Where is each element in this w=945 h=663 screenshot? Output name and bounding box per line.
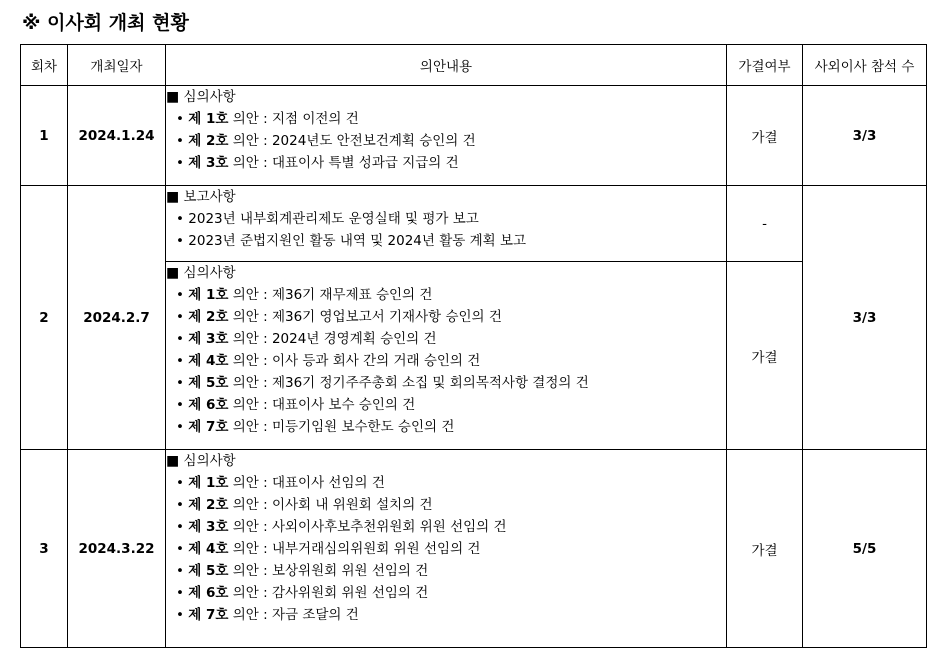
table-header-row — [21, 45, 927, 86]
section-heading — [166, 186, 726, 208]
attendance-cell: 3/3 — [803, 186, 927, 450]
agenda-number: 제 1호 — [188, 111, 229, 127]
agenda-item — [166, 350, 726, 372]
agenda-cell — [166, 186, 727, 262]
agenda-item — [166, 208, 726, 230]
agenda-number: 제 7호 — [188, 419, 229, 435]
bullet-dot-icon: • — [176, 233, 184, 249]
agenda-text: 의안 : 제36기 정기주주총회 소집 및 회의목적사항 결정의 건 — [228, 375, 589, 391]
bullet-dot-icon: • — [176, 419, 184, 435]
result-cell: 가결 — [727, 86, 803, 186]
agenda-text: 의안 : 이사회 내 위원회 설치의 건 — [228, 497, 433, 513]
agenda-item — [166, 494, 726, 516]
bullet-dot-icon: • — [176, 607, 184, 623]
agenda-text: 의안 : 이사 등과 회사 간의 거래 승인의 건 — [228, 353, 481, 369]
agenda-item — [166, 560, 726, 582]
agenda-item — [166, 306, 726, 328]
agenda-item — [166, 472, 726, 494]
agenda-text: 2023년 준법지원인 활동 내역 및 2024년 활동 계획 보고 — [188, 233, 527, 249]
result-cell: 가결 — [727, 262, 803, 450]
agenda-number: 제 2호 — [188, 497, 229, 513]
bullet-dot-icon: • — [176, 563, 184, 579]
agenda-number: 제 1호 — [188, 287, 229, 303]
section-heading-label: 심의사항 — [183, 453, 236, 469]
agenda-text: 의안 : 제36기 영업보고서 기재사항 승인의 건 — [228, 309, 502, 325]
header-attendance: 사외이사 참석 수 — [803, 45, 927, 86]
header-round: 회차 — [21, 45, 68, 86]
agenda-text: 의안 : 지점 이전의 건 — [228, 111, 359, 127]
section-heading — [166, 86, 726, 108]
date-cell: 2024.1.24 — [68, 86, 166, 186]
header-agenda: 의안내용 — [166, 45, 727, 86]
table-row — [21, 86, 927, 186]
agenda-item — [166, 152, 726, 174]
agenda-text: 의안 : 보상위원회 위원 선임의 건 — [228, 563, 429, 579]
result-cell: 가결 — [727, 450, 803, 648]
bullet-dot-icon: • — [176, 397, 184, 413]
round-cell: 2 — [21, 186, 68, 450]
agenda-item — [166, 538, 726, 560]
agenda-item — [166, 284, 726, 306]
round-cell: 3 — [21, 450, 68, 648]
agenda-text: 의안 : 대표이사 선임의 건 — [228, 475, 385, 491]
agenda-text: 의안 : 내부거래심의위원회 위원 선임의 건 — [228, 541, 481, 557]
header-result: 가결여부 — [727, 45, 803, 86]
bullet-dot-icon: • — [176, 541, 184, 557]
agenda-text: 의안 : 사외이사후보추천위원회 위원 선임의 건 — [228, 519, 507, 535]
section-heading — [166, 450, 726, 472]
bullet-dot-icon: • — [176, 111, 184, 127]
agenda-number: 제 6호 — [188, 397, 229, 413]
agenda-item — [166, 230, 726, 252]
bullet-dot-icon: • — [176, 375, 184, 391]
section-heading — [166, 262, 726, 284]
agenda-text: 의안 : 미등기임원 보수한도 승인의 건 — [228, 419, 455, 435]
table-row — [21, 450, 927, 648]
page-title: ※ 이사회 개최 현황 — [22, 12, 189, 34]
agenda-text: 의안 : 감사위원회 위원 선임의 건 — [228, 585, 429, 601]
date-cell: 2024.2.7 — [68, 186, 166, 450]
agenda-cell — [166, 262, 727, 450]
agenda-number: 제 2호 — [188, 309, 229, 325]
attendance-cell: 5/5 — [803, 450, 927, 648]
agenda-number: 제 4호 — [188, 353, 229, 369]
round-cell: 1 — [21, 86, 68, 186]
agenda-cell — [166, 450, 727, 648]
agenda-item — [166, 372, 726, 394]
square-bullet-icon: ■ — [166, 89, 180, 105]
agenda-number: 제 5호 — [188, 375, 229, 391]
bullet-dot-icon: • — [176, 133, 184, 149]
agenda-cell — [166, 86, 727, 186]
bullet-dot-icon: • — [176, 155, 184, 171]
agenda-text: 2023년 내부회계관리제도 운영실태 및 평가 보고 — [188, 211, 479, 227]
agenda-item — [166, 582, 726, 604]
result-cell: - — [727, 186, 803, 262]
agenda-item — [166, 108, 726, 130]
agenda-number: 제 7호 — [188, 607, 229, 623]
square-bullet-icon: ■ — [166, 189, 180, 205]
agenda-number: 제 1호 — [188, 475, 229, 491]
agenda-item — [166, 328, 726, 350]
bullet-dot-icon: • — [176, 475, 184, 491]
agenda-text: 의안 : 대표이사 특별 성과급 지급의 건 — [228, 155, 459, 171]
header-date: 개최일자 — [68, 45, 166, 86]
bullet-dot-icon: • — [176, 519, 184, 535]
agenda-text: 의안 : 제36기 재무제표 승인의 건 — [228, 287, 433, 303]
section-heading-label: 심의사항 — [183, 89, 236, 105]
agenda-number: 제 6호 — [188, 585, 229, 601]
bullet-dot-icon: • — [176, 287, 184, 303]
agenda-number: 제 2호 — [188, 133, 229, 149]
agenda-text: 의안 : 자금 조달의 건 — [228, 607, 359, 623]
agenda-text: 의안 : 대표이사 보수 승인의 건 — [228, 397, 416, 413]
bullet-dot-icon: • — [176, 585, 184, 601]
agenda-item — [166, 394, 726, 416]
section-heading-label: 심의사항 — [183, 265, 236, 281]
square-bullet-icon: ■ — [166, 453, 180, 469]
agenda-text: 의안 : 2024년 경영계획 승인의 건 — [228, 331, 437, 347]
bullet-dot-icon: • — [176, 309, 184, 325]
table-row — [21, 186, 927, 262]
board-meeting-table — [20, 44, 927, 648]
agenda-number: 제 4호 — [188, 541, 229, 557]
agenda-text: 의안 : 2024년도 안전보건계획 승인의 건 — [228, 133, 476, 149]
agenda-number: 제 3호 — [188, 155, 229, 171]
agenda-number: 제 3호 — [188, 331, 229, 347]
agenda-item — [166, 604, 726, 626]
attendance-cell: 3/3 — [803, 86, 927, 186]
bullet-dot-icon: • — [176, 331, 184, 347]
agenda-number: 제 5호 — [188, 563, 229, 579]
square-bullet-icon: ■ — [166, 265, 180, 281]
agenda-item — [166, 130, 726, 152]
bullet-dot-icon: • — [176, 353, 184, 369]
agenda-number: 제 3호 — [188, 519, 229, 535]
agenda-item — [166, 416, 726, 438]
bullet-dot-icon: • — [176, 497, 184, 513]
agenda-item — [166, 516, 726, 538]
date-cell: 2024.3.22 — [68, 450, 166, 648]
bullet-dot-icon: • — [176, 211, 184, 227]
section-heading-label: 보고사항 — [183, 189, 236, 205]
